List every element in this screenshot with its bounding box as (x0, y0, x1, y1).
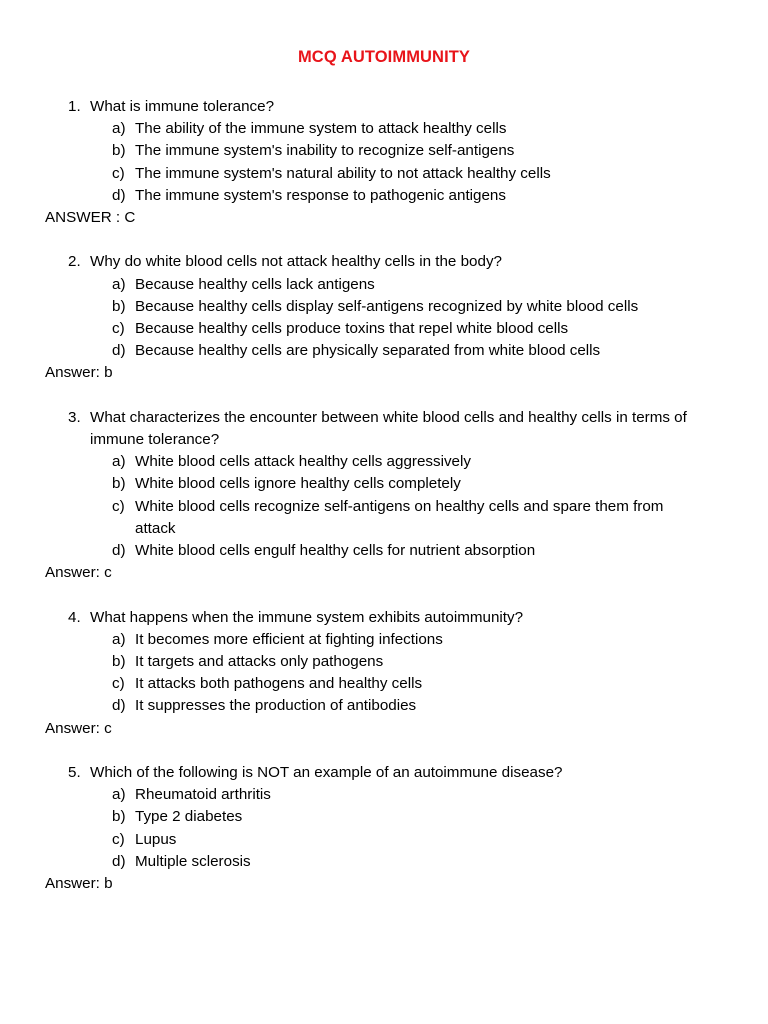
option-letter: b) (112, 653, 126, 671)
option-b (0, 473, 768, 495)
option-c (0, 318, 768, 340)
option-letter: c) (112, 320, 125, 338)
option-text: The immune system's natural ability to not attack healthy cells (135, 164, 551, 182)
option-letter: a) (112, 453, 126, 471)
option-letter: b) (112, 475, 126, 493)
option-a (0, 274, 768, 296)
option-text: Rheumatoid arthritis (135, 786, 271, 804)
answer-key: Answer: b (45, 875, 113, 893)
page-title: MCQ AUTOIMMUNITY (297, 48, 471, 66)
option-letter: b) (112, 808, 126, 826)
option-letter: c) (112, 497, 125, 515)
option-letter: c) (112, 830, 125, 848)
option-text: Because healthy cells produce toxins that repel white blood cells (135, 320, 569, 338)
question-number: 2. (68, 253, 81, 271)
option-text: The immune system's response to pathogenic antigens (135, 186, 506, 204)
question-number: 1. (68, 98, 81, 115)
option-c (0, 673, 768, 695)
option-text: White blood cells ignore healthy cells completely (135, 475, 461, 493)
question-text (0, 762, 768, 784)
question-stem: What happens when the immune system exhibits autoimmunity? (90, 608, 524, 626)
option-text: Because healthy cells display self-antigens recognized by white blood cells (135, 297, 639, 315)
option-d (0, 695, 768, 717)
question-2 (0, 251, 768, 384)
question-stem: Why do white blood cells not attack healthy cells in the body? (90, 253, 502, 271)
question-text (0, 607, 768, 629)
question-text (0, 251, 768, 273)
option-c (0, 496, 768, 540)
option-letter: d) (112, 186, 126, 204)
option-c (0, 829, 768, 851)
question-text (0, 96, 768, 118)
answer-key: Answer: b (45, 364, 113, 382)
question-number: 4. (68, 608, 81, 626)
question-stem: What is immune tolerance? (90, 98, 275, 115)
option-text: White blood cells attack healthy cells aggressively (135, 453, 471, 471)
question-stem: Which of the following is NOT an example of an autoimmune disease? (90, 764, 563, 782)
answer-key: Answer: c (45, 564, 112, 582)
option-letter: c) (112, 164, 125, 182)
option-text: Type 2 diabetes (135, 808, 243, 826)
option-letter: a) (112, 120, 126, 138)
option-text: It attacks both pathogens and healthy cells (135, 675, 423, 693)
option-b (0, 806, 768, 828)
option-letter: a) (112, 786, 126, 804)
option-letter: d) (112, 542, 126, 560)
option-letter: b) (112, 142, 126, 160)
option-a (0, 784, 768, 806)
answer-key: ANSWER : C (45, 209, 136, 227)
option-letter: d) (112, 852, 126, 870)
option-a (0, 451, 768, 473)
answer-key: Answer: c (45, 719, 112, 737)
question-number: 5. (68, 764, 81, 782)
question-1 (0, 96, 768, 229)
option-text: Lupus (135, 830, 177, 848)
option-letter: a) (112, 275, 126, 293)
option-b (0, 296, 768, 318)
option-text: It suppresses the production of antibodies (135, 697, 417, 715)
option-letter: c) (112, 675, 125, 693)
option-b (0, 651, 768, 673)
option-a (0, 118, 768, 140)
option-text: The ability of the immune system to attack healthy cells (135, 120, 507, 138)
option-b (0, 140, 768, 162)
option-c (0, 163, 768, 185)
option-d (0, 340, 768, 362)
question-number: 3. (68, 408, 81, 426)
question-stem: What characterizes the encounter between white blood cells and healthy cells in terms of immune tolerance? (90, 408, 687, 449)
question-3 (0, 407, 768, 585)
option-a (0, 629, 768, 651)
option-text: It becomes more efficient at fighting infections (135, 630, 443, 648)
option-text: Because healthy cells are physically separated from white blood cells (135, 342, 601, 360)
option-letter: b) (112, 297, 126, 315)
question-list (0, 96, 768, 917)
option-text: White blood cells recognize self-antigens on healthy cells and spare them from attack (135, 497, 664, 537)
option-letter: d) (112, 342, 126, 360)
question-text (0, 407, 768, 451)
option-text: Multiple sclerosis (135, 852, 251, 870)
option-text: It targets and attacks only pathogens (135, 653, 384, 671)
option-letter: d) (112, 697, 126, 715)
option-text: The immune system's inability to recognize self-antigens (135, 142, 515, 160)
option-d (0, 540, 768, 562)
option-letter: a) (112, 630, 126, 648)
option-text: White blood cells engulf healthy cells for nutrient absorption (135, 542, 536, 560)
option-d (0, 851, 768, 873)
question-4 (0, 607, 768, 740)
option-text: Because healthy cells lack antigens (135, 275, 375, 293)
option-d (0, 185, 768, 207)
question-5 (0, 762, 768, 895)
